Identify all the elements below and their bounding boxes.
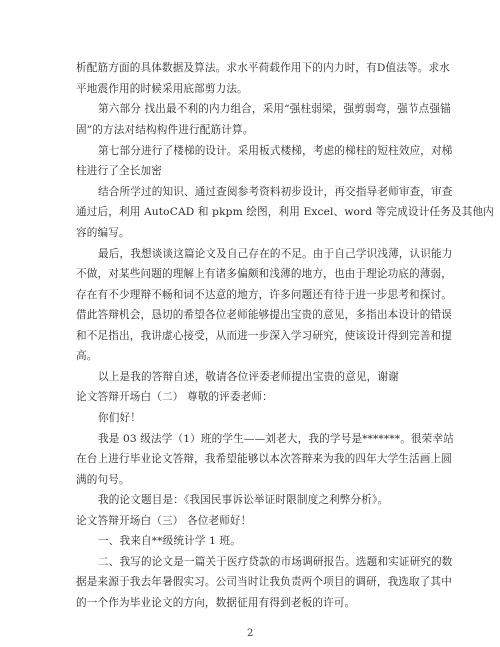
text-line: 固”的方法对结构构件进行配筋计算。 (76, 124, 254, 136)
text-line: 我是 03 级法学（1）班的学生——刘老大，我的学号是*******。很荣幸站 (98, 433, 454, 445)
text-line: 结合所学过的知识、通过查阅参考资料初步设计，再交指导老师审查，审查 (98, 186, 453, 198)
text-line: 第七部分进行了楼梯的设计。采用板式楼梯，考虑的梯柱的短柱效应，对梯 (98, 145, 453, 157)
text-line: 存在有不少理辩不畅和词不达意的地方，许多问题还有待于进一步思考和探讨。 (76, 289, 453, 301)
text-line: 据是来源于我去年暑假实习。公司当时让我负责两个项目的调研，我选取了其中 (76, 576, 453, 588)
text-line: 二、我写的论文是一篇关于医疗贷款的市场调研报告。选题和实证研究的数 (98, 556, 453, 568)
text-line: 不做，对某些问题的理解上有诸多偏颇和浅薄的地方，也由于理论功底的薄弱， (76, 268, 453, 280)
text-line: 通过后，利用 AutoCAD 和 pkpm 绘图，利用 Excel、word 等完成设计任务及其他内 (76, 206, 494, 218)
text-line: 一、我来自**级统计学 1 班。 (98, 535, 241, 547)
text-line: 满的句号。 (76, 474, 130, 486)
text-line: 容的编写。 (76, 227, 130, 239)
text-line: 析配筋方面的具体数据及算法。求水平荷载作用下的内力时，有D值法等。求水 (76, 62, 450, 74)
text-line: 柱进行了全长加密 (76, 165, 162, 177)
text-line: 最后，我想谈谈这篇论文及自己存在的不足。由于自己学识浅薄，认识能力 (98, 248, 453, 260)
page-number: 2 (247, 628, 254, 639)
text-line: 我的论文题目是：《我国民事诉讼举证时限制度之利弊分析》。 (98, 494, 389, 506)
section-heading: 论文答辩开场白（三） 各位老师好！ (76, 515, 252, 527)
section-heading: 论文答辩开场白（二） 尊敬的评委老师： (76, 391, 273, 403)
text-line: 第六部分 找出最不利的内力组合，采用“强柱弱梁，强剪弱弯，强节点强锚 (98, 103, 451, 115)
text-line: 平地震作用的时候采用底部剪力法。 (76, 83, 248, 95)
text-line: 你们好！ (98, 412, 141, 424)
text-line: 高。 (76, 350, 98, 362)
text-line: 在台上进行毕业论文答辩，我希望能够以本次答辩来为我的四年大学生活画上圆 (76, 453, 453, 465)
text-line: 以上是我的答辩自述，敬请各位评委老师提出宝贵的意见，谢谢 (98, 371, 399, 383)
text-line: 借此答辩机会，恳切的希望各位老师能够提出宝贵的意见，多指出本设计的错误 (76, 309, 453, 321)
text-line: 和不足指出，我讲虚心接受，从而进一步深入学习研究，使该设计得到完善和提 (76, 330, 453, 342)
text-line: 的一个作为毕业论文的方向，数据征用有得到老板的许可。 (76, 597, 356, 609)
